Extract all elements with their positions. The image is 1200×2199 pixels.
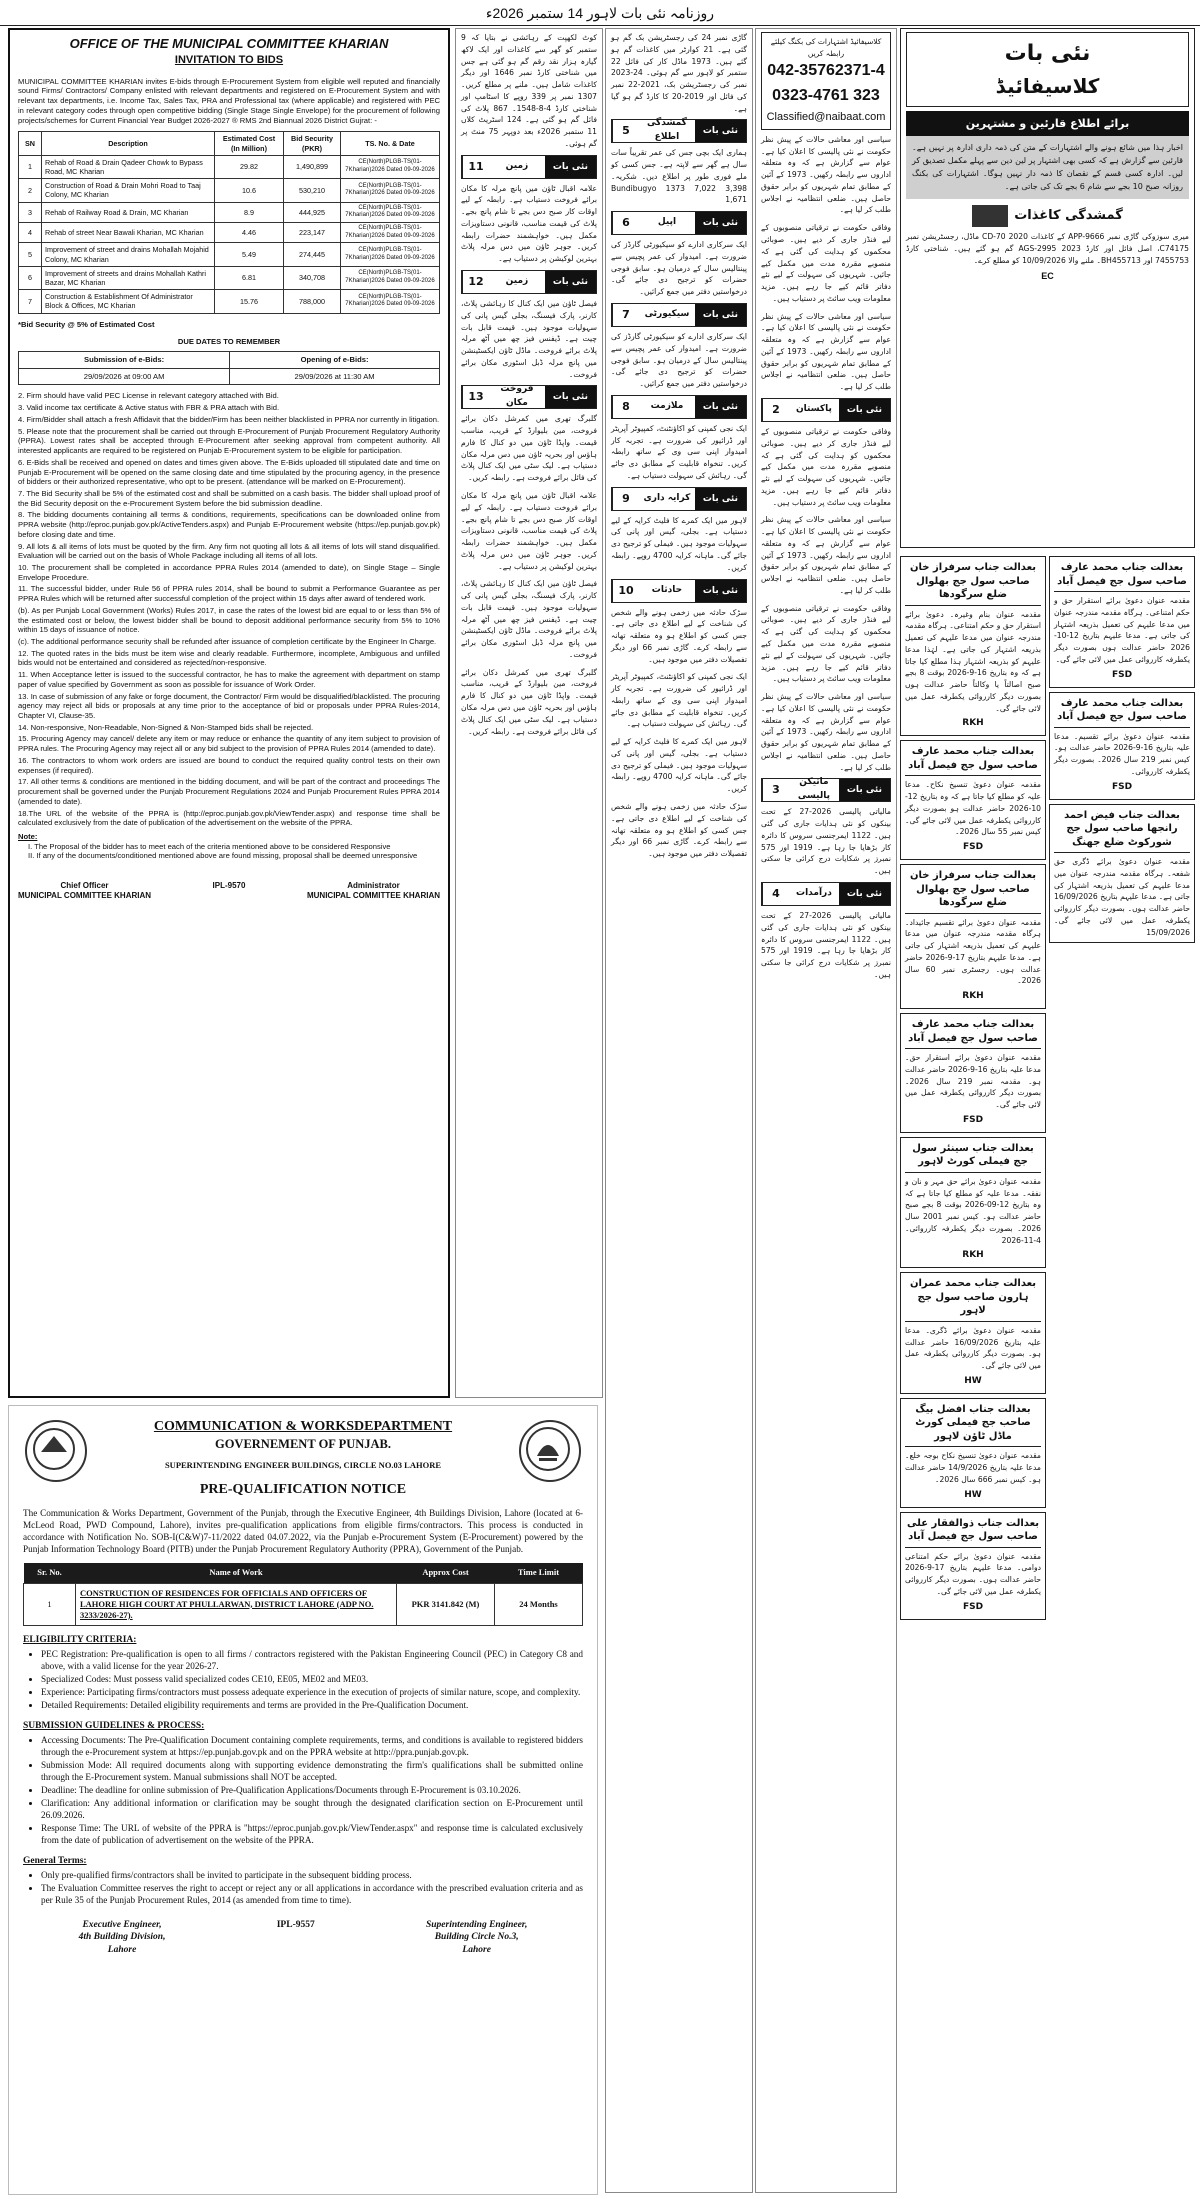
kharian-subtitle: INVITATION TO BIDS [174, 53, 284, 66]
category-number: 3 [762, 779, 789, 801]
bid-sn: 1 [19, 155, 42, 178]
due-value: 29/09/2026 at 11:30 AM [230, 368, 440, 385]
ad-text: فیصل ٹاؤن میں ایک کنال کا رہائشی پلاٹ، کارنر، پارک فیسنگ، بجلی گیس پانی کی سہولیات موجود ہیں۔ قیمت قابل بات چیت ہے۔ ڈیفنس فیز چھ میں آٹھ مرلہ پلاٹ برائے فروخت۔ ماڈل ٹاؤن ایکسٹینشن میں پانچ مرلہ ڈبل اسٹوری مکان برائے فروخت۔ [461, 299, 597, 379]
term-item: 2. Firm should have valid PEC License in relevant category attached with Bid. [18, 391, 279, 401]
court-title: بعدالت جناب محمد عارف صاحب سول جج فیصل آباد [1054, 697, 1190, 728]
category-header [461, 155, 597, 179]
court-tag: RKH [962, 718, 984, 729]
term-item: 4. Firm/Bidder shall attach a fresh Affidavit that the bidder/Firm has been neither blacklisted in PPRA nor currently in litigation. [18, 414, 440, 424]
bid-security: 274,445 [284, 243, 341, 266]
brand-subtitle: کلاسیفائیڈ [995, 74, 1100, 99]
work-sr: 1 [24, 1583, 76, 1625]
court-text: مقدمہ عنوان دعویٰ برائے ڈگری۔ مدعا علیہ بتاریخ 16/09/2026 حاضر عدالت ہو۔ بصورت دیگر کارروائی یکطرفہ عمل میں لائی جائے گی۔ [905, 1325, 1042, 1371]
category-header [761, 778, 891, 802]
list-item: • The Evaluation Committee reserves the right to accept or reject any or all applications in accordance with the prescribed evaluation criteria and as per Rule 35 of the Punjab Procurement Rules, 2014 (as amended from time to time). [41, 1883, 583, 1907]
brand-tag: نئی بات [839, 399, 890, 421]
classified-masthead [906, 32, 1189, 107]
ad-text: سیاسی اور معاشی حالات کے پیش نظر حکومت نے نئی پالیسی کا اعلان کیا ہے۔ عوام سے گزارش ہے کہ وہ متعلقہ اداروں سے رابطہ رکھیں۔ 1973 کے آئین کے مطابق تمام شہریوں کو برابر حقوق حاصل ہیں۔ ضلعی انتظامیہ نے اجلاس طلب کر لیا ہے۔ [761, 692, 891, 772]
ad-text: گاڑی نمبر 24 کی رجسٹریشن بک گم ہو گئی ہے۔ 21 کوارٹر میں کاغذات گم ہو گئے ہیں۔ 1973 ماڈل کار کی فائل 22 ستمبر کو لاہور سے گم ہوئی۔ 24-2023 نمبر کی رجسٹریشن بک، 2021-22 نمبر کی فائل اور 2019-20 کا کارڈ گم ہو گیا ہے۔ [611, 33, 748, 113]
ipl-number: IPL-9570 [212, 881, 246, 891]
list-item: • Detailed Requirements: Detailed eligibility requirements and terms are provided in the Pre-Qualification Document. [41, 1700, 583, 1712]
court-text: مقدمہ عنوان دعویٰ برائے حکم امتناعی دوامی۔ مدعا علیہم بتاریخ 17-9-2026 حاضر عدالت ہوں۔ بصورت دیگر کارروائی یکطرفہ عمل میں لائی جائے گی۔ [905, 1551, 1041, 1596]
kharian-signatures [18, 881, 440, 901]
bid-estimated-cost: 8.9 [215, 202, 284, 222]
court-notice [900, 556, 1046, 736]
court-notices-column-2 [1049, 552, 1195, 2192]
bid-ts-number: CE(North)PLGB-TS(01-7Kharian)2026 Dated 09-09-2026 [341, 202, 440, 222]
ad-text: کوٹ لکھپت کے رہائشی نے بتایا کہ 9 ستمبر کو گھر سے کاغذات اور ایک لاکھ گیارہ ہزار نقد رقم گم ہو گئی ہے جس میں شناختی کارڈ نمبر 1646 اور دیگر کاغذات شامل ہیں۔ ملنے پر مطلع کریں۔ 1307 نمبر پر 339 روپے کا اسٹامپ اور شناختی کارڈ 4-8-1548۔ 867 پلاٹ کی فائل گم ہو گئی ہے۔ 124 اسٹریٹ کلاں 11 ستمبر 2026ء بعد دوپہر 75 منٹ پر گم ہوئی۔ [461, 33, 598, 148]
bid-estimated-cost: 10.6 [215, 179, 284, 202]
brand-tag: نئی بات [839, 883, 890, 905]
eligibility-list [23, 1649, 583, 1712]
cw-circle: SUPERINTENDING ENGINEER BUILDINGS, CIRCLE NO.03 LAHORE [164, 1460, 442, 1471]
bid-description: Improvement of streets and drains Mohallah Kathri Bazar, MC Kharian [42, 266, 215, 289]
col-header: Time Limit [495, 1563, 583, 1583]
col-header: Name of Work [76, 1563, 397, 1583]
table-row [24, 1583, 583, 1625]
sig-title: Chief Officer [60, 881, 109, 891]
term-item: 3. Valid income tax certificate & Active status with FBR & PRA attach with Bid. [18, 403, 280, 413]
sig-org: MUNICIPAL COMMITTEE KHARIAN [306, 891, 440, 901]
court-text: مقدمہ عنوان دعویٰ برائے ڈگری حق شفعہ۔ ہرگاہ مقدمہ مندرجہ عنوان میں مدعا علیہم کی تعمیل بذریعہ اشتہار کی جاتی ہے۔ مدعا علیہم بتاریخ 16/09/2026 حاضر عدالت ہوں۔ بصورت دیگر کارروائی یکطرفہ عمل میں لائی جائے گی۔ 15/09/2026 [1054, 857, 1190, 937]
bid-sn: 6 [19, 266, 42, 289]
category-label: کرایہ داری [643, 492, 691, 503]
list-item: • Deadline: The deadline for online submission of Pre-Qualification Applications/Documents through E-Procurement is 03.10.2026. [41, 1785, 583, 1797]
term-item: 17. All other terms & conditions are mentioned in the bidding document, and will be part of the contract and proceedings The procurement shall be governed under the Punjab Procurement Regulations 2024 and Punjab Procurement Rules PPRA 2014 (amended to date). [18, 777, 440, 806]
category-header [761, 398, 891, 422]
category-header [611, 395, 747, 419]
category-number: 13 [462, 386, 489, 408]
term-item: (b). As per Punjab Local Government (Works) Rules 2017, in case the rates of the lowest bid are equal to or less than 5% of the estimated cost or below, the lowest bidder shall be bound to deposit additional performance security from 5% to 10% within 15 days of issuance of notice. [18, 605, 440, 635]
court-text: مقدمہ عنوان دعویٰ تنسیخ نکاح۔ مدعا علیہ کو مطلع کیا جاتا ہے کہ وہ بتاریخ 12-10-2026 حاضر عدالت ہو بصورت دیگر کارروائی یکطرفہ عمل میں لائی جائے گی۔ کیس نمبر 55 سال 2026۔ [905, 780, 1041, 837]
court-tag: FSD [962, 842, 984, 853]
list-item: • Submission Mode: All required documents along with supporting evidence demonstrating the firm's qualifications shall be submitted online through the E-Procurement system. Manual submissions shall NOT be accepted. [41, 1760, 583, 1784]
list-item: • Experience: Participating firms/contractors must possess adequate experience in the execution of projects of similar nature, scope, and complexity. [41, 1687, 583, 1699]
lost-documents-header [906, 205, 1189, 227]
sig-line: Building Circle No.3, [434, 1932, 519, 1943]
ad-text: گلبرگ تھری میں کمرشل دکان برائے فروخت، مین بلیوارڈ کے قریب، مناسب قیمت۔ واپڈا ٹاؤن میں دو کنال کا فارم ہاؤس اور بحریہ ٹاؤن میں دس مرلہ مکان دستیاب ہے۔ لیک سٹی میں ایک کنال پلاٹ کی فائل برائے فروخت ہے۔ رابطہ کریں۔ [461, 667, 597, 736]
ad-text: سیاسی اور معاشی حالات کے پیش نظر حکومت نے نئی پالیسی کا اعلان کیا ہے۔ عوام سے گزارش ہے کہ وہ متعلقہ اداروں سے رابطہ رکھیں۔ 1973 کے آئین کے مطابق تمام شہریوں کو برابر حقوق حاصل ہیں۔ ضلعی انتظامیہ نے اجلاس طلب کر لیا ہے۔ [761, 515, 891, 595]
court-title: بعدالت جناب سرفراز خان صاحب سول جج بھلوال ضلع سرگودھا [905, 869, 1041, 914]
ad-text: وفاقی حکومت نے ترقیاتی منصوبوں کے لیے فنڈز جاری کر دیے ہیں۔ صوبائی محکموں کو ہدایت کی گئی ہے کہ منصوبے مقررہ مدت میں مکمل کیے جائیں۔ شہریوں کی سہولت کے لیے نئے دفاتر قائم کیے جا رہے ہیں۔ مزید معلومات ویب سائٹ پر دستیاب ہیں۔ [761, 223, 891, 303]
court-tag: HW [964, 1489, 982, 1500]
court-notice [900, 1272, 1046, 1394]
category-number: 2 [762, 399, 789, 421]
bid-ts-number: CE(North)PLGB-TS(01-7Kharian)2026 Dated 09-09-2026 [341, 222, 440, 242]
classified-masthead-panel [900, 28, 1195, 548]
category-label: ملازمت [650, 400, 684, 411]
work-time: 24 Months [495, 1583, 583, 1625]
bid-security-note: *Bid Security @ 5% of Estimated Cost [18, 319, 155, 329]
due-dates-table [18, 351, 440, 385]
term-item: 16. The contractors to whom work orders are issued are bound to conduct the required quality control tests on their own expenses (if required). [18, 755, 440, 775]
due-value: 29/09/2026 at 09:00 AM [19, 368, 230, 385]
ad-text: لاہور میں ایک کمرے کا فلیٹ کرایہ کے لیے دستیاب ہے۔ بجلی، گیس اور پانی کی سہولیات موجود ہیں۔ فیملی کو ترجیح دی جائے گی۔ ماہانہ کرایہ 4700 روپے۔ رابطہ کریں۔ [611, 515, 747, 572]
lost-documents-title: گمشدگی کاغذات [1014, 208, 1123, 224]
court-tag: FSD [962, 1114, 984, 1125]
bid-sn: 7 [19, 290, 42, 313]
category-label: زمین [505, 276, 529, 287]
list-item: • Only pre-qualified firms/contractors shall be invited to participate in the subsequent bidding process. [41, 1870, 583, 1882]
bid-ts-number: CE(North)PLGB-TS(01-7Kharian)2026 Dated 09-09-2026 [341, 179, 440, 202]
category-header [611, 303, 747, 327]
ad-text: مالیاتی پالیسی 2026-27 کے تحت بینکوں کو نئی ہدایات جاری کی گئی ہیں۔ 1122 ایمرجنسی سروس کا دائرہ کار بڑھایا جا رہا ہے۔ 1919 اور 575 نمبرز پر شکایات درج کرائی جا سکتی ہیں۔ [761, 807, 891, 876]
bid-estimated-cost: 4.46 [215, 222, 284, 242]
court-text: مقدمہ عنوان دعویٰ تنسیخ نکاح بوجہ خلع۔ مدعا علیہ بتاریخ 14/9/2026 حاضر عدالت ہو۔ کیس نمبر 666 سال 2026۔ [905, 1451, 1041, 1484]
list-item: • Specialized Codes: Must possess valid specialized codes CE10, EE05, ME02 and ME03. [41, 1674, 583, 1686]
court-notice [1049, 804, 1195, 944]
bid-security: 530,210 [284, 179, 341, 202]
lost-documents-text: میری سوزوکی گاڑی نمبر APP-9666 کے کاغذات CD-70 2020 ماڈل، رجسٹریشن نمبر C74175، اصل فائل اور کارڈ 2023 AGS-2995 گم ہو گئے ہیں۔ شناختی کارڈ 7455753 اور BH455713۔ ملنے والا 10/09/2026 کو مطلع کرے۔ [906, 232, 1190, 265]
brand-tag: نئی بات [545, 271, 596, 293]
court-notice [1049, 692, 1195, 800]
bid-ts-number: CE(North)PLGB-TS(01-7Kharian)2026 Dated 09-09-2026 [341, 243, 440, 266]
term-item: 13. In case of submission of any fake or forge document, the Contractor/ Firm would be disqualified/blacklisted. The procuring agency may reject all bids or proposals at any time prior to the acceptance of bid or proposals under PPRA Rules-2014, Chapter VI, Clause-35. [18, 691, 440, 721]
court-notice [900, 1398, 1046, 1508]
cw-department-logo [25, 1420, 87, 1482]
category-header [611, 211, 747, 235]
category-number: 12 [462, 271, 489, 293]
general-terms-title: General Terms: [23, 1855, 87, 1866]
table-row [19, 179, 440, 202]
list-item: • Response Time: The URL of website of the PPRA is "https://eproc.punjab.gov.pk/ViewTender.aspx" and response time is calculated exclusively from the date of publication of advertisement on the website of the PPRA. [41, 1823, 583, 1847]
cw-prequalification-notice [8, 1405, 598, 2195]
brand-tag: نئی بات [695, 120, 746, 142]
cw-signatures [23, 1919, 583, 1956]
court-title: بعدالت جناب فیض احمد رانجھا صاحب سول جج شورکوٹ ضلع جھنگ [1054, 809, 1190, 854]
court-notice [900, 864, 1046, 1009]
bid-description: Rehab of street Near Bawali Kharian, MC Kharian [42, 222, 215, 242]
category-header [611, 579, 747, 603]
table-row [19, 155, 440, 178]
ad-text: سڑک حادثہ میں زخمی ہونے والے شخص کی شناخت کے لیے اطلاع دی جاتی ہے۔ جس کسی کو اطلاع ہو وہ متعلقہ تھانہ سے رابطہ کرے۔ گاڑی نمبر 66 اور دیگر تفصیلات دفتر میں موجود ہیں۔ [611, 801, 747, 859]
note-item: II. If any of the documents/conditioned mentioned above are found missing, proposal shall be deemed unresponsive [28, 851, 418, 861]
category-label: حادثات [651, 584, 683, 595]
bid-estimated-cost: 6.81 [215, 266, 284, 289]
urdu-column-2 [605, 28, 753, 2193]
court-notice [900, 1137, 1046, 1269]
court-title: بعدالت جناب سینئر سول جج فیملی کورٹ لاہور [905, 1142, 1041, 1173]
court-tag: FSD [1111, 781, 1133, 792]
ad-text: سیاسی اور معاشی حالات کے پیش نظر حکومت نے نئی پالیسی کا اعلان کیا ہے۔ عوام سے گزارش ہے کہ وہ متعلقہ اداروں سے رابطہ رکھیں۔ 1973 کے آئین کے مطابق تمام شہریوں کو برابر حقوق حاصل ہیں۔ ضلعی انتظامیہ نے اجلاس طلب کر لیا ہے۔ [761, 311, 891, 392]
work-name: CONSTRUCTION OF RESIDENCES FOR OFFICIALS AND OFFICERS OF LAHORE HIGH COURT AT PHULLARWAN, DISTRICT LAHORE (ADP NO. 3233/2026-27). [76, 1583, 397, 1625]
ad-text: ایک نجی کمپنی کو اکاؤنٹنٹ، کمپیوٹر آپریٹر اور ڈرائیور کی ضرورت ہے۔ تجربہ کار امیدوار اپنی سی وی کے ساتھ رابطہ کریں۔ تنخواہ قابلیت کے مطابق دی جائے گی۔ رہائش کی سہولت دستیاب ہے۔ [611, 672, 747, 729]
ad-text: علامہ اقبال ٹاؤن میں پانچ مرلہ کا مکان برائے فروخت دستیاب ہے۔ رابطہ کے لیے اوقات کار صبح دس بجے تا شام پانچ بجے۔ پلاٹ کی قیمت مناسب، قانونی دستاویزات مکمل ہیں۔ خواہشمند حضرات رابطہ کریں۔ جوہر ٹاؤن میں دس مرلہ پلاٹ بہترین لوکیشن پر دستیاب ہے۔ [461, 490, 597, 571]
category-label: سیکیورٹی [644, 309, 690, 320]
category-header [461, 385, 597, 409]
kharian-office-title: OFFICE OF THE MUNICIPAL COMMITTEE KHARIAN [69, 36, 389, 51]
court-tag: RKH [962, 991, 984, 1002]
bid-sn: 4 [19, 222, 42, 242]
bid-ts-number: CE(North)PLGB-TS(01-7Kharian)2026 Dated 09-09-2026 [341, 290, 440, 313]
sig-line: Lahore [462, 1944, 491, 1955]
page-dateline: روزنامہ نئی بات لاہور 14 ستمبر 2026ء [0, 0, 1200, 26]
list-item: • PEC Registration: Pre-qualification is open to all firms / contractors registered with the Pakistan Engineering Council (PEC) in Category C8 and above, with a valid license for the year 2026-27. [41, 1649, 583, 1673]
category-number: 9 [612, 488, 639, 510]
lost-documents-tag: EC [1041, 270, 1054, 281]
bid-estimated-cost: 15.76 [215, 290, 284, 313]
court-title: بعدالت جناب ذوالفقار علی صاحب سول جج فیصل آباد [905, 1517, 1041, 1548]
term-item: 11. The successful bidder, under Rule 56 of PPRA rules 2014, shall be bound to submit a Performance Guarantee as per PPRA Rules which will be returned after successful completion of the project within 15 days after award of tendered work. [18, 584, 440, 604]
term-item: 5. Please note that the procurement shall be carried out through E-Procurement of Punjab Procurement Regulatory Authority (PPRA). Lowest rates shall be accepted through E-Procurement after seeking approval from competent authority. All interested applicants are required to be registered on Punjab E-Procurement system to be eligible for participation. [18, 426, 440, 456]
court-tag: FSD [1111, 669, 1133, 680]
term-item: 15. Procuring Agency may cancel/ delete any item or may reduce or enhance the quantity of any item subject to provision of PPRA rules. The Procuring Agency may reject all or any bid subject to the provision of PPRA Rules 2014 (amended to date). [18, 734, 440, 754]
due-header: Opening of e-Bids: [230, 352, 440, 369]
sig-line: Superintending Engineer, [425, 1919, 528, 1930]
general-terms-list [23, 1870, 583, 1907]
submission-list [23, 1735, 583, 1847]
kharian-intro: MUNICIPAL COMMITTEE KHARIAN invites E-bids through E-Procurement System from eligible well reputed and financially sound Firms/ Contractors/ Company enlisted with relevant departments and registered on E-Procurement System and with relevant tax departments, i.e. Income Tax, Sales Tax, PRA and Professional tax (where applicable) and registered with PEC in relevant category codes through open competitive bidding (Single Stage Single Envelope) for the procurement of following projects/schemes for Current Financial Year Budget 2026-2027 ® RMS 2nd Biannual 2026 District Gujrat: - [18, 76, 440, 125]
col-header: Bid Security (PKR) [284, 132, 341, 155]
bid-description: Construction & Establishment Of Administrator Block & Offices, MC Kharian [42, 290, 215, 313]
court-text: مقدمہ عنوان دعویٰ برائے تقسیم۔ مدعا علیہ بتاریخ 16-9-2026 حاضر عدالت ہو۔ کیس نمبر 219 سال 2026۔ بصورت دیگر یکطرفہ کارروائی۔ [1054, 731, 1191, 776]
note-item: I. The Proposal of the bidder has to meet each of the criteria mentioned above to be considered Responsive [28, 841, 391, 851]
list-item: • Accessing Documents: The Pre-Qualification Document containing complete requirements, terms, and conditions is available to registered bidders through the e-Procurement system at https://ep.punjab.gov.pk and on the PPRA website at http://ppra.punjab.gov.pk. [41, 1735, 583, 1759]
bids-table [18, 131, 440, 313]
category-number: 10 [612, 580, 639, 602]
category-number: 5 [612, 120, 639, 142]
due-dates-title: DUE DATES TO REMEMBER [177, 337, 281, 347]
court-title: بعدالت جناب محمد عمران ہارون صاحب سول جج لاہور [905, 1277, 1041, 1322]
term-item: 10. The procurement shall be completed in accordance PPRA Rules 2014 (amended to date), on Single Stage – Single Envelope Procedure. [18, 562, 440, 582]
table-row [19, 243, 440, 266]
brand-tag: نئی بات [695, 304, 746, 326]
terms-list [18, 391, 440, 827]
brand-tag: نئی بات [695, 488, 746, 510]
bid-ts-number: CE(North)PLGB-TS(01-7Kharian)2026 Dated 09-09-2026 [341, 266, 440, 289]
booking-label: کلاسیفائیڈ اشتہارات کی بکنگ کیلئے رابطہ کریں [770, 37, 882, 58]
sig-title: Administrator [347, 881, 400, 891]
ad-text: وفاقی حکومت نے ترقیاتی منصوبوں کے لیے فنڈز جاری کر دیے ہیں۔ صوبائی محکموں کو ہدایت کی گئی ہے کہ منصوبے مقررہ مدت میں مکمل کیے جائیں۔ شہریوں کی سہولت کے لیے نئے دفاتر قائم کیے جا رہے ہیں۔ مزید معلومات ویب سائٹ پر دستیاب ہیں۔ [761, 426, 891, 507]
due-header: Submission of e-Bids: [19, 352, 230, 369]
court-title: بعدالت جناب محمد عارف صاحب سول جج فیصل آباد [1054, 561, 1190, 592]
court-notice [900, 1013, 1046, 1133]
sig-line: 4th Building Division, [78, 1932, 166, 1943]
col-header: TS. No. & Date [341, 132, 440, 155]
bid-description: Improvement of street and drains Mohallah Mojahid Colony, MC Kharian [42, 243, 215, 266]
ad-text: گلبرگ تھری میں کمرشل دکان برائے فروخت، مین بلیوارڈ کے قریب، مناسب قیمت۔ واپڈا ٹاؤن میں دو کنال کا فارم ہاؤس اور بحریہ ٹاؤن میں دس مرلہ مکان دستیاب ہے۔ لیک سٹی میں ایک کنال پلاٹ کی فائل برائے فروخت ہے۔ رابطہ کریں۔ [461, 414, 597, 483]
term-item: 14. Non-responsive, Non-Readable, Non-Signed & Non-Stamped bids shall be rejected. [18, 722, 314, 732]
col-header: Approx Cost [397, 1563, 495, 1583]
term-item: (c). The additional performance security shall be refunded after issuance of completion certificate by the Engineer In Charge. [18, 637, 437, 647]
brand-tag: نئی بات [695, 580, 746, 602]
brand-tag: نئی بات [545, 156, 596, 178]
ad-text: ہماری ایک بچی جس کی عمر تقریباً سات سال ہے گھر سے لاپتہ ہے۔ جس کسی کو ملے فوری طور پر اطلاع دیں۔ شکریہ۔ Bundibugyo 1373 7,022 3,398 1,671 [611, 148, 747, 205]
court-notice [900, 1512, 1046, 1620]
term-item: 6. E-Bids shall be received and opened on dates and times given above. The E-Bids uploaded till stipulated date and time on Punjab E-Procurement will be opened on the same closing date and time stipulated by the procuring agency, in the presence of bidders or their authorized representative, who opt to be present. (attendance will be marked on E-Procurement). [18, 457, 440, 487]
col-header: Description [42, 132, 215, 155]
bid-description: Construction of Road & Drain Mohri Road to Taaj Colony, MC Kharian [42, 179, 215, 202]
category-number: 7 [612, 304, 639, 326]
ad-text: سیاسی اور معاشی حالات کے پیش نظر حکومت نے نئی پالیسی کا اعلان کیا ہے۔ عوام سے گزارش ہے کہ وہ متعلقہ اداروں سے رابطہ رکھیں۔ 1973 کے آئین کے مطابق تمام شہریوں کو برابر حقوق حاصل ہیں۔ ضلعی انتظامیہ نے اجلاس طلب کر لیا ہے۔ [761, 134, 891, 215]
table-row [19, 202, 440, 222]
category-number: 4 [762, 883, 789, 905]
category-label: پاکستان [796, 404, 832, 414]
ad-text: ایک سرکاری ادارے کو سیکیورٹی گارڈز کی ضرورت ہے۔ امیدوار کی عمر پچیس سے پینتالیس سال کے درمیان ہو۔ سابق فوجی حضرات کو ترجیح دی جائے گی۔ درخواستیں دفتر میں جمع کرائیں۔ [611, 332, 747, 389]
brand-tag: نئی بات [839, 779, 890, 801]
court-text: مقدمہ عنوان دعویٰ برائے تقسیم جائیداد۔ ہرگاہ مقدمہ مندرجہ عنوان میں مدعا علیہم کی تعمیل بذریعہ اشتہار کی جاتی ہے۔ مدعا علیہم بتاریخ 17-9-2026 حاضر عدالت ہوں۔ رجسٹری نمبر 60 سال 2026۔ [905, 917, 1042, 986]
court-tag: FSD [962, 1601, 984, 1612]
court-text: مقدمہ عنوان بنام وغیرہ۔ دعویٰ برائے استقرار حق و حکم امتناعی۔ ہرگاہ مقدمہ مندرجہ عنوان میں مدعا علیہم کی تعمیل بذریعہ اشتہار کی جاتی ہے۔ لہٰذا مدعا علیہم کو بذریعہ اشتہار ہذا مطلع کیا جاتا ہے کہ وہ بتاریخ 16-9-2026 بوقت 8 بجے صبح اصالتاً یا وکالتاً حاضر عدالت ہوں بصورت دیگر کارروائی یکطرفہ عمل میں لائی جائے گی۔ [905, 609, 1041, 713]
term-item: 12. The quoted rates in the bids must be item wise and clearly readable. Furthermore, incomplete, Ambiguous and unfilled bids would not be entertained and considered as rejected/non-responsive. [18, 648, 440, 668]
category-header [611, 119, 747, 143]
term-item: 7. The Bid Security shall be 5% of the estimated cost and shall be submitted on a cash basis. The bidder shall upload proof of the Bid Security deposit on the e-Procurement System before the bid submission deadline. [18, 488, 440, 508]
work-table [23, 1563, 583, 1625]
email-address: Classified@naibaat.com [766, 110, 886, 123]
category-label: ماتیکن پالیسی [797, 777, 830, 802]
bid-security: 223,147 [284, 222, 341, 242]
bid-security: 788,000 [284, 290, 341, 313]
term-item: 18.The URL of the website of the PPRA is (http://eproc.punjab.gov.pk/ViewTender.aspx) and response time shall be calculated exclusively from the date of publication of the advertisement on the website of the PPRA. [18, 808, 440, 828]
sig-line: Lahore [107, 1944, 137, 1955]
category-label: اپیل [657, 217, 677, 228]
table-row [19, 266, 440, 289]
bid-sn: 2 [19, 179, 42, 202]
term-item: 8. The bidding documents containing all terms & conditions, requirements, specifications can be downloaded online from PPRA website (http://eproc.punjab.gov.pk/ActiveTenders.aspx) and Punjab E-Procurement website (https://ep.punjab.gov.pk) before closing date and time. [18, 510, 440, 539]
bid-sn: 3 [19, 202, 42, 222]
category-header [461, 270, 597, 294]
bid-security: 340,708 [284, 266, 341, 289]
court-notice [900, 740, 1046, 860]
bid-security: 444,925 [284, 202, 341, 222]
court-notices-column-1 [900, 552, 1046, 2192]
term-item: 9. All lots & all items of lots must be quoted by the firm. Any firm not quoting all lots & all items of lots will stand disqualified. Evaluation will be carried out on the basis of Whole Package including all items of all lots. [18, 541, 440, 561]
brand-tag: نئی بات [695, 212, 746, 234]
category-header [611, 487, 747, 511]
bid-sn: 5 [19, 243, 42, 266]
submission-title: SUBMISSION GUIDELINES & PROCESS: [23, 1720, 205, 1731]
court-text: مقدمہ عنوان دعویٰ برائے حق مہر و نان و نفقہ۔ مدعا علیہ کو مطلع کیا جاتا ہے کہ وہ بتاریخ 12-09-2026 بوقت 8 بجے صبح حاضر عدالت ہو۔ کیس نمبر 2001 سال 2026۔ بصورت دیگر یکطرفہ کارروائی۔ 4-11-2026 [905, 1176, 1042, 1245]
ad-text: فیصل ٹاؤن میں ایک کنال کا رہائشی پلاٹ، کارنر، پارک فیسنگ، بجلی گیس پانی کی سہولیات موجود ہیں۔ قیمت قابل بات چیت ہے۔ ڈیفنس فیز چھ میں آٹھ مرلہ پلاٹ برائے فروخت۔ ماڈل ٹاؤن ایکسٹینشن میں پانچ مرلہ ڈبل اسٹوری مکان برائے فروخت۔ [461, 579, 597, 659]
ipl-number: IPL-9557 [276, 1919, 315, 1930]
court-notice [1049, 556, 1195, 688]
court-title: بعدالت جناب سرفراز خان صاحب سول جج بھلوال ضلع سرگودھا [905, 561, 1041, 606]
term-item: 11. When Acceptance letter is issued to the successful contractor, he has to make the agreement with department on stamp paper of value specified by Government as soon as possible for issuance of Work Order. [18, 670, 440, 689]
note-title: Note: [18, 831, 38, 841]
category-label: گمشدگی اطلاع [646, 118, 687, 143]
category-number: 11 [462, 156, 489, 178]
table-row [19, 222, 440, 242]
ad-text: علامہ اقبال ٹاؤن میں پانچ مرلہ کا مکان برائے فروخت دستیاب ہے۔ رابطہ کے لیے اوقات کار صبح دس بجے تا شام پانچ بجے۔ پلاٹ کی قیمت مناسب، قانونی دستاویزات مکمل ہیں۔ خواہشمند حضرات رابطہ کریں۔ جوہر ٹاؤن میں دس مرلہ پلاٹ بہترین لوکیشن پر دستیاب ہے۔ [461, 183, 597, 264]
ad-text: ایک سرکاری ادارے کو سیکیورٹی گارڈز کی ضرورت ہے۔ امیدوار کی عمر پچیس سے پینتالیس سال کے درمیان ہو۔ سابق فوجی حضرات کو ترجیح دی جائے گی۔ درخواستیں دفتر میں جمع کرائیں۔ [611, 240, 747, 297]
col-header: Sr. No. [24, 1563, 76, 1583]
cw-department-name: COMMUNICATION & WORKSDEPARTMENT [153, 1419, 453, 1434]
eligibility-title: ELIGIBILITY CRITERIA: [23, 1634, 137, 1645]
sig-line: Executive Engineer, [82, 1919, 162, 1930]
cw-government: GOVERNEMENT OF PUNJAB. [214, 1437, 392, 1452]
category-label: درآمدات [796, 888, 832, 899]
document-icon [972, 205, 1008, 227]
category-number: 8 [612, 396, 639, 418]
booking-contact-box [761, 32, 891, 130]
court-tag: HW [964, 1375, 982, 1386]
category-label: فروخت مکان [500, 384, 534, 409]
ad-text: ایک نجی کمپنی کو اکاؤنٹنٹ، کمپیوٹر آپریٹر اور ڈرائیور کی ضرورت ہے۔ تجربہ کار امیدوار اپنی سی وی کے ساتھ رابطہ کریں۔ تنخواہ قابلیت کے مطابق دی جائے گی۔ رہائش کی سہولت دستیاب ہے۔ [611, 423, 747, 480]
urdu-column-3 [755, 28, 897, 2193]
table-row [19, 290, 440, 313]
phone-number: 042-35762371-4 [767, 62, 885, 80]
court-title: بعدالت جناب افضل بیگ صاحب جج فیملی کورٹ ماڈل ٹاؤن لاہور [905, 1403, 1041, 1448]
notice-bar: برائے اطلاع قارئین و مشتہرین [906, 111, 1189, 136]
brand-tag: نئی بات [545, 386, 596, 408]
list-item: • Clarification: Any additional information or clarification may be sought through the designated clarification section on E-Procurement until 26.09.2026. [41, 1798, 583, 1822]
ad-text: لاہور میں ایک کمرے کا فلیٹ کرایہ کے لیے دستیاب ہے۔ بجلی، گیس اور پانی کی سہولیات موجود ہیں۔ فیملی کو ترجیح دی جائے گی۔ ماہانہ کرایہ 4700 روپے۔ رابطہ کریں۔ [611, 737, 747, 794]
court-text: مقدمہ عنوان دعویٰ برائے استقرار حق و حکم امتناعی۔ ہرگاہ مقدمہ مندرجہ عنوان میں مدعا علیہم کی تعمیل بذریعہ اشتہار کی جاتی ہے۔ مدعا علیہم بتاریخ 12-10-2026 حاضر عدالت ہوں بصورت دیگر یکطرفہ کارروائی عمل میں لائی جائے گی۔ [1054, 596, 1190, 664]
category-number: 6 [612, 212, 639, 234]
brand-logo: نئی بات [1004, 41, 1091, 66]
ad-text: سڑک حادثہ میں زخمی ہونے والے شخص کی شناخت کے لیے اطلاع دی جاتی ہے۔ جس کسی کو اطلاع ہو وہ متعلقہ تھانہ سے رابطہ کرے۔ گاڑی نمبر 66 اور دیگر تفصیلات دفتر میں موجود ہیں۔ [611, 607, 747, 664]
bid-estimated-cost: 5.49 [215, 243, 284, 266]
bid-ts-number: CE(North)PLGB-TS(01-7Kharian)2026 Dated 09-09-2026 [341, 155, 440, 178]
readers-notice: اخبار ہذا میں شائع ہونے والے اشتہارات کے متن کی ذمہ داری ادارہ پر نہیں ہے۔ قارئین سے گزارش ہے کہ کسی بھی اشتہار پر لین دین سے پہلے مکمل تصدیق کر لیں۔ ادارہ کسی قسم کے نقصان کا ذمہ دار نہیں ہوگا۔ اشتہارات کی بکنگ روزانہ صبح 10 بجے سے شام 6 بجے تک کی جاتی ہے۔ [906, 136, 1189, 199]
col-header: SN [19, 132, 42, 155]
court-text: مقدمہ عنوان دعویٰ برائے استقرار حق۔ مدعا علیہ بتاریخ 16-9-2026 حاضر عدالت ہو۔ مقدمہ نمبر 219 سال 2026۔ بصورت دیگر کارروائی یکطرفہ عمل میں لائی جائے گی۔ [905, 1053, 1042, 1110]
court-tag: RKH [962, 1250, 984, 1261]
bid-description: Rehab of Railway Road & Drain, MC Kharian [42, 202, 215, 222]
cw-intro: The Communication & Works Department, Government of the Punjab, through the Executive Engineer, 4th Buildings Division, Lahore (located at 6-McLeod Road, PWD Compound, Lahore), invites pre-qualification applications from eligible firms/contractors. This process is conducted in accordance with Notification No. SOB-I(C&W)7-11/2022 dated 04.07.2022, via the Punjab e-Procurement System (E-Procurement) powered by the Punjab Information Technology Board (PITB) under the Punjab Procurement Regulatory Authority (PPRA), Government of the Punjab. [23, 1507, 583, 1554]
ad-text: مالیاتی پالیسی 2026-27 کے تحت بینکوں کو نئی ہدایات جاری کی گئی ہیں۔ 1122 ایمرجنسی سروس کا دائرہ کار بڑھایا جا رہا ہے۔ 1919 اور 575 نمبرز پر شکایات درج کرائی جا سکتی ہیں۔ [761, 911, 891, 979]
category-header [761, 882, 891, 906]
brand-tag: نئی بات [695, 396, 746, 418]
court-title: بعدالت جناب محمد عارف صاحب سول جج فیصل آباد [905, 1018, 1041, 1049]
col-header: Estimated Cost (In Million) [215, 132, 284, 155]
ad-text: وفاقی حکومت نے ترقیاتی منصوبوں کے لیے فنڈز جاری کر دیے ہیں۔ صوبائی محکموں کو ہدایت کی گئی ہے کہ منصوبے مقررہ مدت میں مکمل کیے جائیں۔ شہریوں کی سہولت کے لیے نئے دفاتر قائم کیے جا رہے ہیں۔ مزید معلومات ویب سائٹ پر دستیاب ہیں۔ [761, 603, 891, 684]
bid-security: 1,490,899 [284, 155, 341, 178]
sig-org: MUNICIPAL COMMITTEE KHARIAN [18, 891, 152, 901]
punjab-government-logo [519, 1420, 581, 1482]
urdu-column-1 [455, 28, 603, 1398]
bid-description: Rehab of Road & Drain Qadeer Chowk to Bypass Road, MC Kharian [42, 155, 215, 178]
court-title: بعدالت جناب محمد عارف صاحب سول جج فیصل آباد [905, 745, 1041, 776]
kharian-bid-notice [8, 28, 450, 1398]
mobile-number: 0323-4761 323 [772, 87, 880, 105]
bid-estimated-cost: 29.82 [215, 155, 284, 178]
work-cost: PKR 3141.842 (M) [397, 1583, 495, 1625]
cw-notice-title: PRE-QUALIFICATION NOTICE [199, 1482, 407, 1498]
category-label: زمین [505, 160, 529, 171]
